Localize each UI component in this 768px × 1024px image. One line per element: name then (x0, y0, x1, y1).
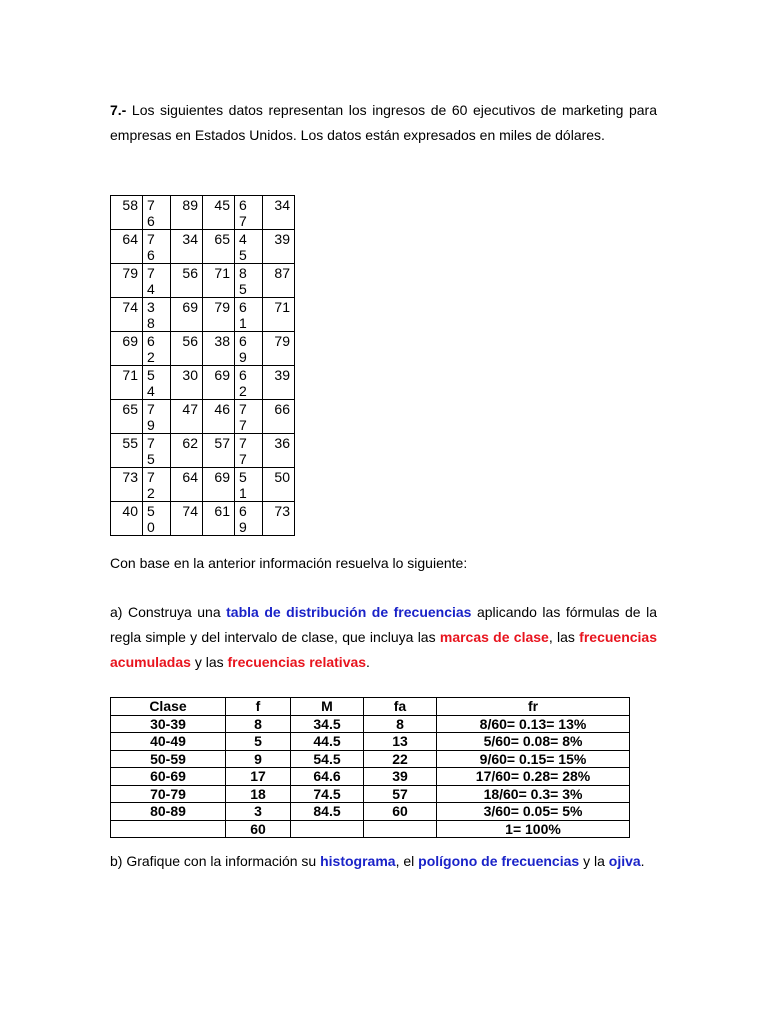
data-cell: 62 (171, 434, 203, 468)
m-cell (291, 820, 364, 838)
data-cell: 5 4 (143, 366, 171, 400)
part-a-text-1: a) Construya una (110, 604, 227, 620)
data-cell: 39 (263, 366, 295, 400)
data-cell: 3 8 (143, 298, 171, 332)
data-cell: 5 0 (143, 502, 171, 536)
data-cell: 69 (203, 366, 235, 400)
highlight-frequency-table: tabla de distribución de frecuencias (226, 604, 472, 620)
data-cell: 66 (263, 400, 295, 434)
data-row (111, 264, 295, 298)
freq-row (111, 803, 630, 821)
freq-row (111, 768, 630, 786)
fa-cell: 13 (364, 733, 437, 751)
data-cell: 55 (111, 434, 143, 468)
clase-cell: 40-49 (111, 733, 226, 751)
data-cell: 6 9 (235, 332, 263, 366)
part-a-text-3: , las (548, 629, 580, 645)
clase-cell: 50-59 (111, 750, 226, 768)
fr-cell: 17/60= 0.28= 28% (437, 768, 630, 786)
data-cell: 71 (263, 298, 295, 332)
data-cell: 38 (203, 332, 235, 366)
header-fa: fa (364, 698, 437, 716)
data-cell: 7 6 (143, 196, 171, 230)
clase-cell (111, 820, 226, 838)
problem-number: 7.- (110, 102, 127, 118)
f-cell: 60 (226, 820, 291, 838)
fr-cell: 18/60= 0.3= 3% (437, 785, 630, 803)
data-row (111, 434, 295, 468)
fa-cell: 22 (364, 750, 437, 768)
data-row (111, 502, 295, 536)
income-data-table (110, 195, 295, 536)
data-cell: 57 (203, 434, 235, 468)
freq-row (111, 785, 630, 803)
m-cell: 64.6 (291, 768, 364, 786)
data-cell: 73 (263, 502, 295, 536)
header-clase: Clase (111, 698, 226, 716)
data-cell: 79 (111, 264, 143, 298)
f-cell: 9 (226, 750, 291, 768)
header-f: f (226, 698, 291, 716)
data-row (111, 196, 295, 230)
data-cell: 79 (203, 298, 235, 332)
data-cell: 71 (203, 264, 235, 298)
freq-row (111, 715, 630, 733)
data-cell: 74 (171, 502, 203, 536)
part-b-text-3: y la (579, 853, 609, 869)
income-data-body (111, 196, 295, 536)
data-cell: 7 5 (143, 434, 171, 468)
part-b-text-1: b) Grafique con la información su (110, 853, 321, 869)
frequency-distribution-table (110, 697, 630, 838)
fa-cell: 39 (364, 768, 437, 786)
data-row (111, 468, 295, 502)
data-cell: 7 6 (143, 230, 171, 264)
freq-table-body (111, 715, 630, 838)
data-cell: 6 2 (143, 332, 171, 366)
part-b-text-4: . (640, 853, 645, 869)
fr-cell: 5/60= 0.08= 8% (437, 733, 630, 751)
fa-cell: 60 (364, 803, 437, 821)
data-cell: 56 (171, 332, 203, 366)
data-cell: 6 7 (235, 196, 263, 230)
f-cell: 8 (226, 715, 291, 733)
f-cell: 17 (226, 768, 291, 786)
m-cell: 54.5 (291, 750, 364, 768)
data-cell: 7 7 (235, 434, 263, 468)
part-a-text-4: y las (190, 654, 228, 670)
data-cell: 87 (263, 264, 295, 298)
data-cell: 89 (171, 196, 203, 230)
f-cell: 5 (226, 733, 291, 751)
data-cell: 7 7 (235, 400, 263, 434)
fa-cell (364, 820, 437, 838)
data-cell: 65 (111, 400, 143, 434)
header-fr: fr (437, 698, 630, 716)
data-cell: 7 9 (143, 400, 171, 434)
data-cell: 64 (171, 468, 203, 502)
highlight-cumulative-freq: frecuencias acumuladas (110, 629, 657, 670)
data-cell: 58 (111, 196, 143, 230)
part-b-instruction (110, 849, 657, 874)
data-cell: 7 4 (143, 264, 171, 298)
m-cell: 84.5 (291, 803, 364, 821)
data-row (111, 332, 295, 366)
data-cell: 6 2 (235, 366, 263, 400)
m-cell: 74.5 (291, 785, 364, 803)
data-cell: 45 (203, 196, 235, 230)
data-cell: 4 5 (235, 230, 263, 264)
data-cell: 46 (203, 400, 235, 434)
data-cell: 65 (203, 230, 235, 264)
freq-row (111, 733, 630, 751)
data-cell: 50 (263, 468, 295, 502)
data-cell: 69 (171, 298, 203, 332)
clase-cell: 80-89 (111, 803, 226, 821)
data-cell: 36 (263, 434, 295, 468)
data-cell: 61 (203, 502, 235, 536)
data-row (111, 366, 295, 400)
data-cell: 56 (171, 264, 203, 298)
highlight-relative-freq: frecuencias relativas (227, 654, 367, 670)
fa-cell: 57 (364, 785, 437, 803)
data-cell: 47 (171, 400, 203, 434)
data-cell: 73 (111, 468, 143, 502)
highlight-ogive: ojiva (608, 853, 641, 869)
highlight-histogram: histograma (320, 853, 396, 869)
clase-cell: 60-69 (111, 768, 226, 786)
fr-cell: 1= 100% (437, 820, 630, 838)
highlight-frequency-polygon: polígono de frecuencias (418, 853, 580, 869)
data-cell: 34 (263, 196, 295, 230)
data-cell: 6 9 (235, 502, 263, 536)
data-row (111, 298, 295, 332)
fr-cell: 9/60= 0.15= 15% (437, 750, 630, 768)
data-row (111, 400, 295, 434)
f-cell: 3 (226, 803, 291, 821)
data-cell: 64 (111, 230, 143, 264)
data-cell: 5 1 (235, 468, 263, 502)
data-cell: 7 2 (143, 468, 171, 502)
freq-total-row (111, 820, 630, 838)
base-instruction: Con base en la anterior información resuelva lo siguiente: (110, 555, 468, 571)
clase-cell: 70-79 (111, 785, 226, 803)
data-cell: 30 (171, 366, 203, 400)
m-cell: 44.5 (291, 733, 364, 751)
m-cell: 34.5 (291, 715, 364, 733)
freq-header-row (111, 698, 630, 716)
data-cell: 39 (263, 230, 295, 264)
data-cell: 34 (171, 230, 203, 264)
f-cell: 18 (226, 785, 291, 803)
freq-row (111, 750, 630, 768)
problem-intro (110, 98, 657, 148)
data-cell: 79 (263, 332, 295, 366)
fr-cell: 8/60= 0.13= 13% (437, 715, 630, 733)
part-b-text-2: , el (395, 853, 419, 869)
data-cell: 6 1 (235, 298, 263, 332)
data-cell: 69 (203, 468, 235, 502)
data-row (111, 230, 295, 264)
data-cell: 74 (111, 298, 143, 332)
data-cell: 71 (111, 366, 143, 400)
data-cell: 8 5 (235, 264, 263, 298)
problem-text: Los siguientes datos representan los ingresos de 60 ejecutivos de marketing para empresas en Estados Unidos. Los datos están expresados en miles de dólares. (110, 102, 657, 143)
part-a-text-5: . (366, 654, 370, 670)
header-m: M (291, 698, 364, 716)
data-cell: 69 (111, 332, 143, 366)
part-a-text-2: aplicando las fórmulas de la regla simple y del intervalo de clase, que incluya las (110, 604, 657, 645)
highlight-class-marks: marcas de clase (439, 629, 549, 645)
part-a-instruction (110, 600, 657, 675)
fr-cell: 3/60= 0.05= 5% (437, 803, 630, 821)
data-cell: 40 (111, 502, 143, 536)
fa-cell: 8 (364, 715, 437, 733)
clase-cell: 30-39 (111, 715, 226, 733)
